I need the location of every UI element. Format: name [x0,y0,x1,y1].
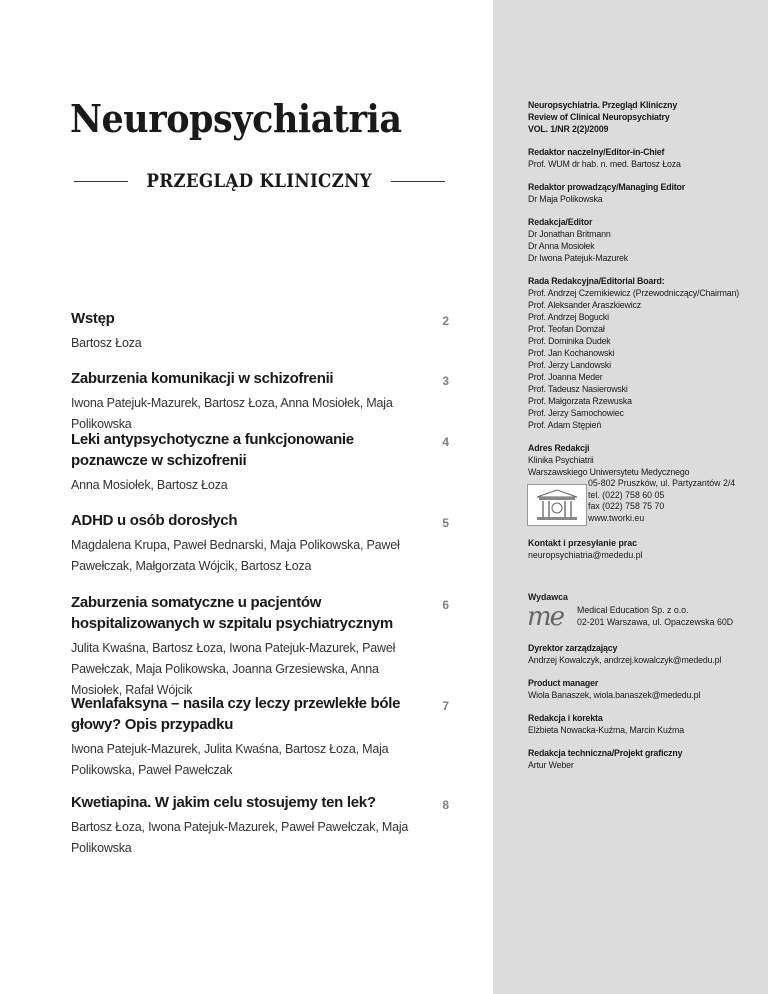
toc-entry-title[interactable]: Zaburzenia komunikacji w schizofrenii [71,370,334,387]
toc-entry-page: 7 [442,699,449,713]
director-block [528,642,758,666]
editorial-info [528,99,758,489]
board-member: Prof. Jerzy Landowski [528,360,611,370]
proofreading-heading: Redakcja i korekta [528,713,603,723]
editor-name: Dr Jonathan Britmann [528,229,611,239]
director-heading: Dyrektor zarządzający [528,643,618,653]
toc-entry-title[interactable]: Wstęp [71,310,115,327]
toc-entry-authors: Iwona Patejuk-Mazurek, Bartosz Łoza, Anna Mosiołek, Maja Polikowska [71,396,393,431]
toc-entry-authors: Magdalena Krupa, Paweł Bednarski, Maja Polikowska, Paweł Pawełczak, Małgorzata Wójcik, Bartosz Łoza [71,538,400,573]
publisher-address: 02-201 Warszawa, ul. Opaczewska 60D [577,616,734,627]
toc-entry[interactable] [71,368,461,435]
publisher-details [577,605,733,628]
proofreading-block [528,712,758,736]
chief-editor-block [528,146,758,170]
board-member: Prof. Jan Kochanowski [528,348,615,358]
address-block [528,442,758,478]
managing-editor-name: Dr Maja Polikowska [528,194,603,204]
publisher-heading: Wydawca [528,592,568,602]
board-member: Prof. Aleksander Araszkiewicz [528,300,641,310]
toc-entry-page: 5 [442,516,449,530]
toc-entry[interactable] [71,592,461,701]
board-member: Prof. Małgorzata Rzewuska [528,396,632,406]
board-member: Prof. Joanna Meder [528,372,603,382]
toc-entry-authors: Bartosz Łoza, Iwona Patejuk-Mazurek, Paweł Pawełczak, Maja Polikowska [71,820,409,855]
toc-entry-page: 6 [442,598,449,612]
toc-entry-authors: Bartosz Łoza [71,336,142,350]
chief-editor-heading: Redaktor naczelny/Editor-in-Chief [528,147,665,157]
director-name: Andrzej Kowalczyk, andrzej.kowalczyk@mededu.pl [528,655,722,665]
address-fax: fax (022) 758 75 70 [588,501,665,511]
publisher-logo: me [527,602,564,632]
journal-title: Neuropsychiatria [70,96,402,141]
journal-name: Neuropsychiatria. Przegląd Kliniczny [528,100,678,110]
product-manager-heading: Product manager [528,678,599,688]
address-details [588,478,735,524]
toc-entry[interactable] [71,693,461,781]
technical-editor-heading: Redakcja techniczna/Projekt graficzny [528,748,683,758]
managing-editor-block [528,181,758,205]
address-clinic: Klinika Psychiatrii [528,455,594,465]
toc-entry-title[interactable]: Wenlafaksyna – nasila czy leczy przewlekłe bóle głowy? Opis przypadku [71,695,401,733]
hospital-logo-icon [527,484,587,526]
board-member: Prof. Tadeusz Nasierowski [528,384,628,394]
staff-info [528,642,758,771]
editor-name: Dr Iwona Patejuk-Mazurek [528,253,629,263]
editors-block [528,216,758,264]
journal-subtitle: PRZEGLĄD KLINICZNY [146,170,373,192]
board-member: Prof. Andrzej Czernikiewicz (Przewodniczący/Chairman) [528,288,740,298]
address-street: 05-802 Pruszków, ul. Partyzantów 2/4 [588,478,736,488]
toc-entry[interactable] [71,308,461,354]
contact-email[interactable]: neuropsychiatria@mededu.pl [528,550,643,560]
board-member: Prof. Jerzy Samochowiec [528,408,624,418]
proofreading-names: Elżbieta Nowacka-Kuźma, Marcin Kuźma [528,725,684,735]
editorial-board-block [528,275,758,431]
toc-entry-authors: Anna Mosiołek, Bartosz Łoza [71,478,228,492]
editorial-board-heading: Rada Redakcyjna/Editorial Board: [528,276,665,286]
toc-entry-authors: Iwona Patejuk-Mazurek, Julita Kwaśna, Bartosz Łoza, Maja Polikowska, Paweł Pawełczak [71,742,389,777]
toc-entry-page: 4 [442,435,449,449]
board-member: Prof. Adam Stępień [528,420,602,430]
editor-name: Dr Anna Mosiołek [528,241,595,251]
toc-entry-page: 2 [442,314,449,328]
toc-entry-title[interactable]: ADHD u osób dorosłych [71,512,238,529]
toc-entry-page: 3 [442,374,449,388]
editors-heading: Redakcja/Editor [528,217,593,227]
subtitle-rule-left [74,181,128,182]
technical-editor-name: Artur Weber [528,760,574,770]
publisher-name: Medical Education Sp. z o.o. [577,605,689,615]
managing-editor-heading: Redaktor prowadzący/Managing Editor [528,182,686,192]
subtitle-rule-right [391,181,445,182]
toc-entry-page: 8 [442,798,449,812]
technical-editor-block [528,747,758,771]
toc-entry[interactable] [71,429,461,496]
chief-editor-name: Prof. WUM dr hab. n. med. Bartosz Łoza [528,159,681,169]
journal-volume: VOL. 1/NR 2(2)/2009 [528,124,609,134]
contact-heading: Kontakt i przesyłanie prac [528,538,638,548]
toc-entry-title[interactable]: Kwetiapina. W jakim celu stosujemy ten lek? [71,794,376,811]
board-member: Prof. Teofan Domżał [528,324,605,334]
toc-entry-authors: Julita Kwaśna, Bartosz Łoza, Iwona Patejuk-Mazurek, Paweł Pawełczak, Maja Polikowska, Joanna Grzesiewska, Anna Mosiołek, Rafał Wójcik [71,641,396,697]
toc-entry[interactable] [71,510,461,577]
toc-entry-title[interactable]: Leki antypsychotyczne a funkcjonowanie poznawcze w schizofrenii [71,431,354,469]
toc-entry[interactable] [71,792,461,859]
address-university: Warszawskiego Uniwersytetu Medycznego [528,467,690,477]
board-member: Prof. Dominika Dudek [528,336,611,346]
address-website[interactable]: www.tworki.eu [588,512,645,523]
address-phone: tel. (022) 758 60 05 [588,489,665,500]
address-heading: Adres Redakcji [528,443,590,453]
board-member: Prof. Andrzej Bogucki [528,312,609,322]
contact-block [528,537,643,561]
toc-entry-title[interactable]: Zaburzenia somatyczne u pacjentów hospitalizowanych w szpitalu psychiatrycznym [71,594,393,632]
journal-subtitle-row [74,168,445,194]
journal-info [528,99,758,135]
product-manager-name: Wiola Banaszek, wiola.banaszek@mededu.pl [528,690,701,700]
journal-name-en: Review of Clinical Neuropsychiatry [528,112,670,122]
product-manager-block [528,677,758,701]
